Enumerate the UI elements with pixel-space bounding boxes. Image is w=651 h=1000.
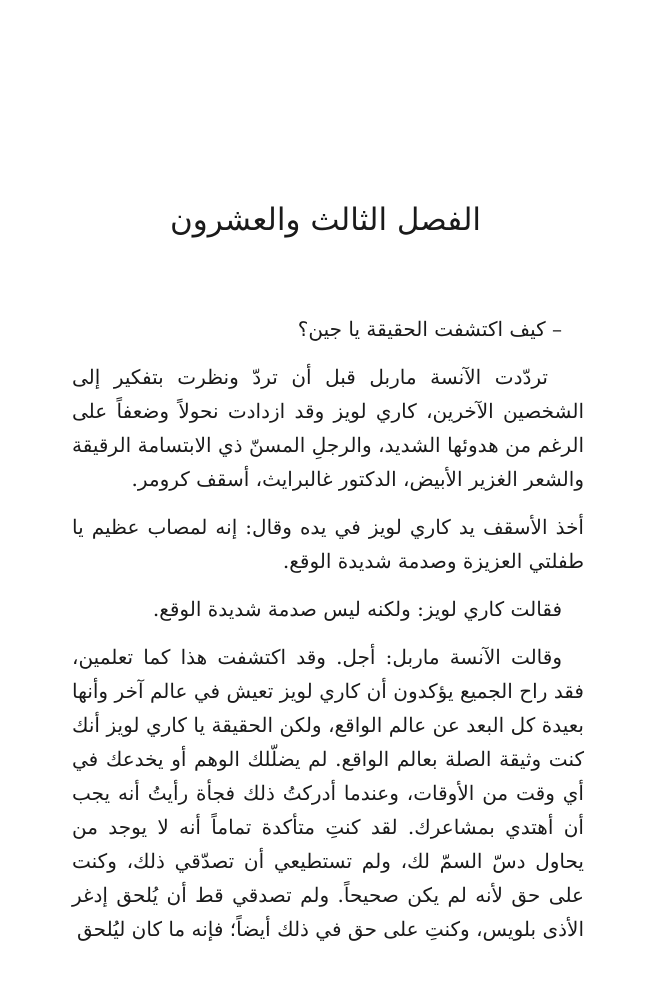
dialogue-paragraph: – كيف اكتشفت الحقيقة يا جين؟ <box>297 317 562 341</box>
body-paragraph: فقالت كاري لويز: ولكنه ليس صدمة شديدة الوقع. <box>152 597 562 621</box>
body-paragraph: وقالت الآنسة ماربل: أجل. وقد اكتشفت هذا كما تعلمين، فقد راح الجميع يؤكدون أن كاري لويز تعيش في عالم آخر وأنها بعيدة كل البعد عن عالم الواقع، ولكن الحقيقة يا كاري لويز أنك كنت وثيقة الصلة بعالم الواقع. لم يضلّلك الوهم أو يخدعك في أي وقت من الأوقات، وعندما أدركتُ ذلك فجأة رأيتُ أنه يجب أن أهتدي بمشاعرك. لقد كنتِ متأكدة تماماً أنه لا يوجد من يحاول دسّ السمّ لك، ولم تستطيعي أن تصدّقي ذلك، وكنت على حق لأنه لم يكن صحيحاً. ولم تصدقي قط أن يُلحق إدغر الأذى بلويس، وكنتِ على حق في ذلك أيضاً؛ فإنه ما كان ليُلحق <box>72 645 584 941</box>
chapter-body <box>72 312 584 960</box>
body-paragraph: تردّدت الآنسة ماربل قبل أن تردّ ونظرت بتفكير إلى الشخصين الآخرين، كاري لويز وقد ازدادت نحولاً وضعفاً على الرغم من هدوئها الشديد، والرجلِ المسنّ ذي الابتسامة الرقيقة والشعر الغزير الأبيض، الدكتور غالبرايث، أسقف كرومر. <box>72 365 584 491</box>
body-paragraph: أخذ الأسقف يد كاري لويز في يده وقال: إنه لمصاب عظيم يا طفلتي العزيزة وصدمة شديدة الوقع. <box>72 515 584 573</box>
chapter-title: الفصل الثالث والعشرون <box>169 202 482 238</box>
